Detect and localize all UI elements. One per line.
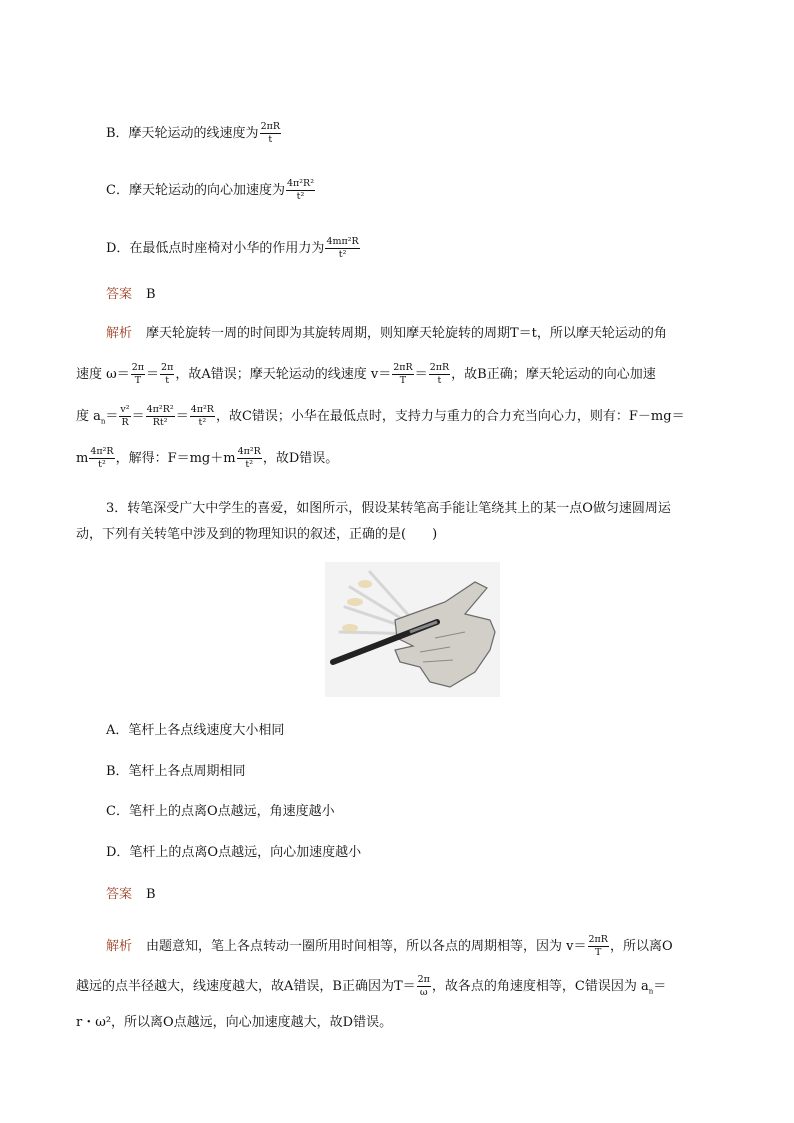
answer-value: B	[146, 887, 156, 902]
answer-label: 答案	[106, 287, 133, 302]
option-c: C．笔杆上的点离O点越远，角速度越小	[106, 804, 335, 819]
analysis-line-1: 解析 摩天轮旋转一周的时间即为其旋转周期，则知摩天轮旋转的周期T＝t，所以摩天轮运动的角	[106, 326, 667, 341]
answer-line	[106, 886, 156, 904]
analysis-line-2: 越远的点半径越大，线速度越大，故A错误，B正确因为T＝ $\frac{2\pi}{\omega}$ ，故各点的角速度相等，C错误因为 $a_n=$	[76, 974, 667, 998]
analysis-line-3: r・ω²，所以离O点越远，向心加速度越大，故D错误。	[76, 1015, 393, 1030]
fraction: $\frac{\text{4mπ²R}}{\text{t²}}$	[326, 236, 359, 260]
analysis-line-4: m $\frac{\text{4π²R}}{\text{t²}}$ ，解得：F＝mg＋m $\frac{\text{4π²R}}{\text{t²}}$ ，故D错误。	[76, 446, 339, 470]
option-b: B．摩天轮运动的线速度为 $\frac{2\pi R}{t}$	[106, 121, 281, 145]
fraction: $\frac{\text{4π²R²}}{\text{t²}}$	[286, 178, 315, 202]
analysis-line-3: 度 $a_n=$ $\frac{\text{v²}}{R}$ ＝ $\frac{\text{4π²R²}}{\text{Rt²}}$ ＝ $\frac{\text{4π²R}}{\text{t²}}$ ，故C错误；小华在最低点时，支持力与重力的合力充当向心力，则有：F－mg＝	[76, 404, 685, 428]
option-b: B．笔杆上各点周期相同	[106, 764, 246, 779]
question-3-stem-line-2: 动，下列有关转笔中涉及到的物理知识的叙述，正确的是( )	[76, 527, 438, 542]
analysis-label: 解析	[106, 326, 133, 341]
answer-value: B	[146, 287, 156, 302]
answer-line	[106, 286, 156, 304]
option-c: C．摩天轮运动的向心加速度为 $\frac{\text{4π²R²}}{\text{t²}}$	[106, 178, 315, 202]
question-3-stem-line-1: 3．转笔深受广大中学生的喜爱，如图所示，假设某转笔高手能让笔绕其上的某一点O做匀速圆周运	[106, 501, 671, 516]
analysis-label: 解析	[106, 939, 133, 954]
analysis-line-1: 解析 由题意知，笔上各点转动一圈所用时间相等，所以各点的周期相等，因为 v＝ $\frac{2\pi R}{T}$ ，所以离O	[106, 934, 673, 958]
fraction: $\frac{2\pi R}{t}$	[260, 121, 281, 145]
answer-label: 答案	[106, 887, 133, 902]
pen-spinning-hand-figure	[325, 562, 500, 697]
option-d: D．笔杆上的点离O点越远，向心加速度越小	[106, 845, 362, 860]
analysis-line-2: 速度 ω＝ $\frac{2\pi}{T}$ ＝ $\frac{2\pi}{t}$ ，故A错误；摩天轮运动的线速度 v＝ $\frac{2\pi R}{T}$ ＝ $\frac{2\pi R}{t}$ ，故B正确；摩天轮运动的向心加速	[76, 362, 656, 386]
option-a: A．笔杆上各点线速度大小相同	[106, 723, 285, 738]
option-d: D．在最低点时座椅对小华的作用力为 $\frac{\text{4mπ²R}}{\text{t²}}$	[106, 236, 359, 260]
